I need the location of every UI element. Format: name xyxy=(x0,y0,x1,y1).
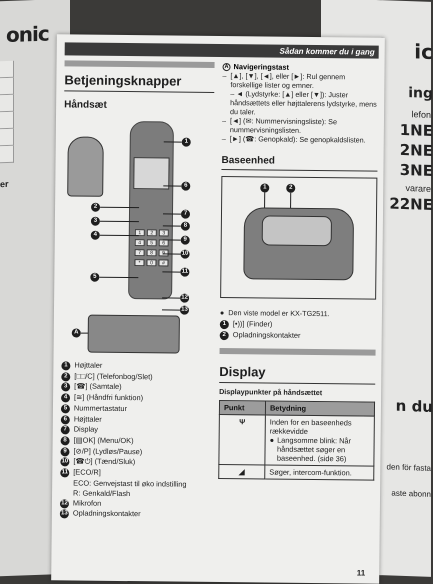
callout-line xyxy=(163,253,181,254)
legend-item xyxy=(220,330,376,342)
legend-number: 7 xyxy=(61,426,70,435)
manual-page xyxy=(51,34,385,583)
keypad-key: 3 xyxy=(159,229,169,236)
keypad-key: 1 xyxy=(135,229,145,236)
handset-body xyxy=(128,121,174,299)
display-title: Display xyxy=(219,364,375,385)
navigation-key-item xyxy=(222,71,378,91)
handset-callout-5: 5 xyxy=(90,273,99,282)
callout-line xyxy=(99,277,138,278)
navigation-key-item-text: [▲], [▼], [◄], eller [►]: Rul gennem forskellige lister og emner. xyxy=(230,71,346,90)
meaning-text: Inden for en baseenheds rækkevidde xyxy=(269,417,352,437)
right-page-text-fragment: 1NE xyxy=(399,120,433,140)
legend-text: [⊘/P] (Lydløs/Pause) xyxy=(73,446,143,456)
keypad-key: 2 xyxy=(147,229,157,236)
handset-callout-13: 13 xyxy=(180,306,189,315)
legend-subtext: R: Genkald/Flash xyxy=(73,488,131,498)
base-callout-2: 2 xyxy=(286,184,295,193)
navigation-keys-detail xyxy=(88,315,180,354)
callout-line xyxy=(100,221,139,222)
legend-number: 9 xyxy=(60,447,69,456)
keypad-key: 8 xyxy=(147,249,157,256)
section-rule xyxy=(65,60,215,68)
legend-number: 11 xyxy=(60,468,69,477)
display-meaning-cell xyxy=(265,415,375,466)
legend-number: 1 xyxy=(61,361,70,370)
handset-callout-10: 10 xyxy=(181,250,190,259)
handset-callout-11: 11 xyxy=(180,268,189,277)
base-unit-illustration xyxy=(220,176,377,300)
handset-callout-3: 3 xyxy=(91,217,100,226)
legend-text: Højttaler xyxy=(74,360,103,370)
legend-text: [☎⏻] (Tænd/Sluk) xyxy=(73,456,136,467)
legend-text: [▤OK] (Menu/OK) xyxy=(73,435,134,446)
meaning-text: Søger, intercom-funktion. xyxy=(269,467,352,478)
callout-line xyxy=(162,309,180,310)
navigation-key-item-text: [►] (☎: Genopkald): Se genopkaldslisten. xyxy=(229,134,366,145)
legend-number: 6 xyxy=(61,415,70,424)
legend-number: 1 xyxy=(220,320,229,329)
right-page-text-fragment: aste abonn xyxy=(391,488,431,499)
keypad-key: 6 xyxy=(159,239,169,246)
bullet-dash: – xyxy=(221,116,227,126)
bullet-dot: ● xyxy=(269,435,275,446)
handset-legend xyxy=(60,360,212,521)
right-page-text-fragment: ing xyxy=(408,85,433,102)
legend-number: 10 xyxy=(60,458,69,467)
navigation-key-list xyxy=(222,71,379,145)
display-icon-cell: Ψ xyxy=(219,415,266,465)
meaning-bullet xyxy=(269,436,369,464)
keypad-key: 7 xyxy=(135,249,145,256)
base-legend xyxy=(220,319,376,342)
callout-line xyxy=(100,235,139,236)
keypad-key: * xyxy=(134,259,144,266)
handset-callout-4: 4 xyxy=(91,231,100,240)
legend-number: 2 xyxy=(61,372,70,381)
page-number: 11 xyxy=(356,568,366,578)
meaning-bullet-text: Langsomme blink: Når håndsættet søger en baseenhed. (side 36) xyxy=(276,436,352,464)
legend-number: 2 xyxy=(220,331,229,340)
right-page-text-fragment: 2NE xyxy=(399,140,433,160)
right-page-text-fragment: n du xyxy=(395,396,433,416)
table-row xyxy=(219,415,375,467)
keypad-key: 0 xyxy=(146,259,156,266)
keypad-key: 5 xyxy=(147,239,157,246)
right-page-text-fragment: 22NE xyxy=(389,194,433,214)
table-header: Betydning xyxy=(265,401,374,416)
navigation-key-item xyxy=(222,116,378,136)
base-callout-1: 1 xyxy=(260,183,269,192)
keypad-key: 4 xyxy=(135,239,145,246)
left-column xyxy=(60,60,215,521)
legend-text: Opladningskontakter xyxy=(232,329,301,340)
base-unit-cradle xyxy=(262,215,332,246)
navigation-key-zoom xyxy=(62,314,212,356)
callout-a: A xyxy=(72,328,81,337)
table-header: Punkt xyxy=(219,401,265,415)
navigation-key-item-text: [◄] (✉: Nummervisningsliste): Se nummervisningslisten. xyxy=(229,116,338,135)
handset-subtitle: Håndsæt xyxy=(64,99,107,111)
right-page-text-fragment: den för fasta xyxy=(386,462,431,473)
display-meaning-cell xyxy=(265,465,374,480)
section-header: Sådan kommer du i gang xyxy=(65,42,379,58)
legend-subtext: ECO: Genvejstast til øko indstilling xyxy=(73,478,187,489)
legend-text: [□□/C] (Telefonbog/Slet) xyxy=(74,371,153,382)
handset-callout-9: 9 xyxy=(181,236,190,245)
navigation-key-item xyxy=(222,134,378,145)
callout-line xyxy=(163,213,181,214)
right-page-text-fragment: 3NE xyxy=(399,160,433,180)
handset-callout-12: 12 xyxy=(180,294,189,303)
right-page-text-fragment: varare xyxy=(405,183,431,194)
left-page-table-fragment xyxy=(0,61,14,163)
legend-text: Nummertastatur xyxy=(73,403,127,413)
section-rule xyxy=(220,348,376,356)
right-page-text-fragment: lefon xyxy=(411,109,431,120)
base-note: ● Den viste model er KX-TG2511. xyxy=(219,308,330,319)
controls-title: Betjeningsknapper xyxy=(64,72,214,93)
display-subtitle: Displaypunkter på håndsættet xyxy=(219,387,323,398)
right-page-text-fragment: ic xyxy=(414,39,433,64)
navigation-key-item xyxy=(222,89,378,118)
table-row xyxy=(219,465,374,481)
callout-line xyxy=(163,239,181,240)
legend-text: Display xyxy=(73,424,99,434)
handset-callout-7: 7 xyxy=(181,210,190,219)
callout-line xyxy=(163,225,181,226)
speaker-zoom-detail xyxy=(67,136,104,196)
handset-callout-8: 8 xyxy=(181,222,190,231)
left-page-text-fragment: er xyxy=(0,178,9,190)
navigation-key-item-text: – ◄ (Lydstyrke: [▲] eller [▼]): Juster håndsættets eller højttalerens lydstyrke, mens du taler. xyxy=(230,89,377,117)
bullet-dash xyxy=(222,89,230,116)
legend-number: 4 xyxy=(61,393,70,402)
bullet-dash: – xyxy=(222,71,227,81)
callout-line xyxy=(164,141,182,142)
right-column xyxy=(218,62,378,481)
callout-line xyxy=(163,185,181,186)
legend-text: [•))] (Finder) xyxy=(232,319,273,329)
legend-number: 5 xyxy=(61,404,70,413)
display-items-table xyxy=(218,400,375,481)
keypad-key: # xyxy=(158,259,168,266)
marker-a: A xyxy=(222,63,230,71)
handset-callout-6: 6 xyxy=(181,182,190,191)
legend-text: [☎] (Samtale) xyxy=(74,381,122,392)
handset-illustration xyxy=(62,116,214,313)
base-unit-title: Baseenhed xyxy=(221,155,377,172)
display-icon-cell: ◢ xyxy=(219,465,265,479)
legend-number: 3 xyxy=(61,383,70,392)
handset-callout-1: 1 xyxy=(182,138,191,147)
legend-item xyxy=(60,509,210,521)
legend-number: 13 xyxy=(60,510,69,519)
handset-callout-2: 2 xyxy=(91,203,100,212)
legend-text: Mikrofon xyxy=(72,498,102,508)
legend-text: Opladningskontakter xyxy=(72,508,141,519)
legend-number: 12 xyxy=(60,499,69,508)
callout-line xyxy=(100,207,139,208)
legend-text: [≅] (Håndfri funktion) xyxy=(74,392,144,403)
legend-number: 8 xyxy=(61,436,70,445)
callout-line xyxy=(162,297,180,298)
callout-line xyxy=(162,271,180,272)
bullet-dash: – xyxy=(221,134,226,144)
legend-text: Højttaler xyxy=(73,414,102,424)
left-page-logo: onic xyxy=(6,21,49,48)
legend-text: [ECO/R] xyxy=(73,467,101,477)
navigation-key-title: Navigeringstast xyxy=(233,62,290,72)
